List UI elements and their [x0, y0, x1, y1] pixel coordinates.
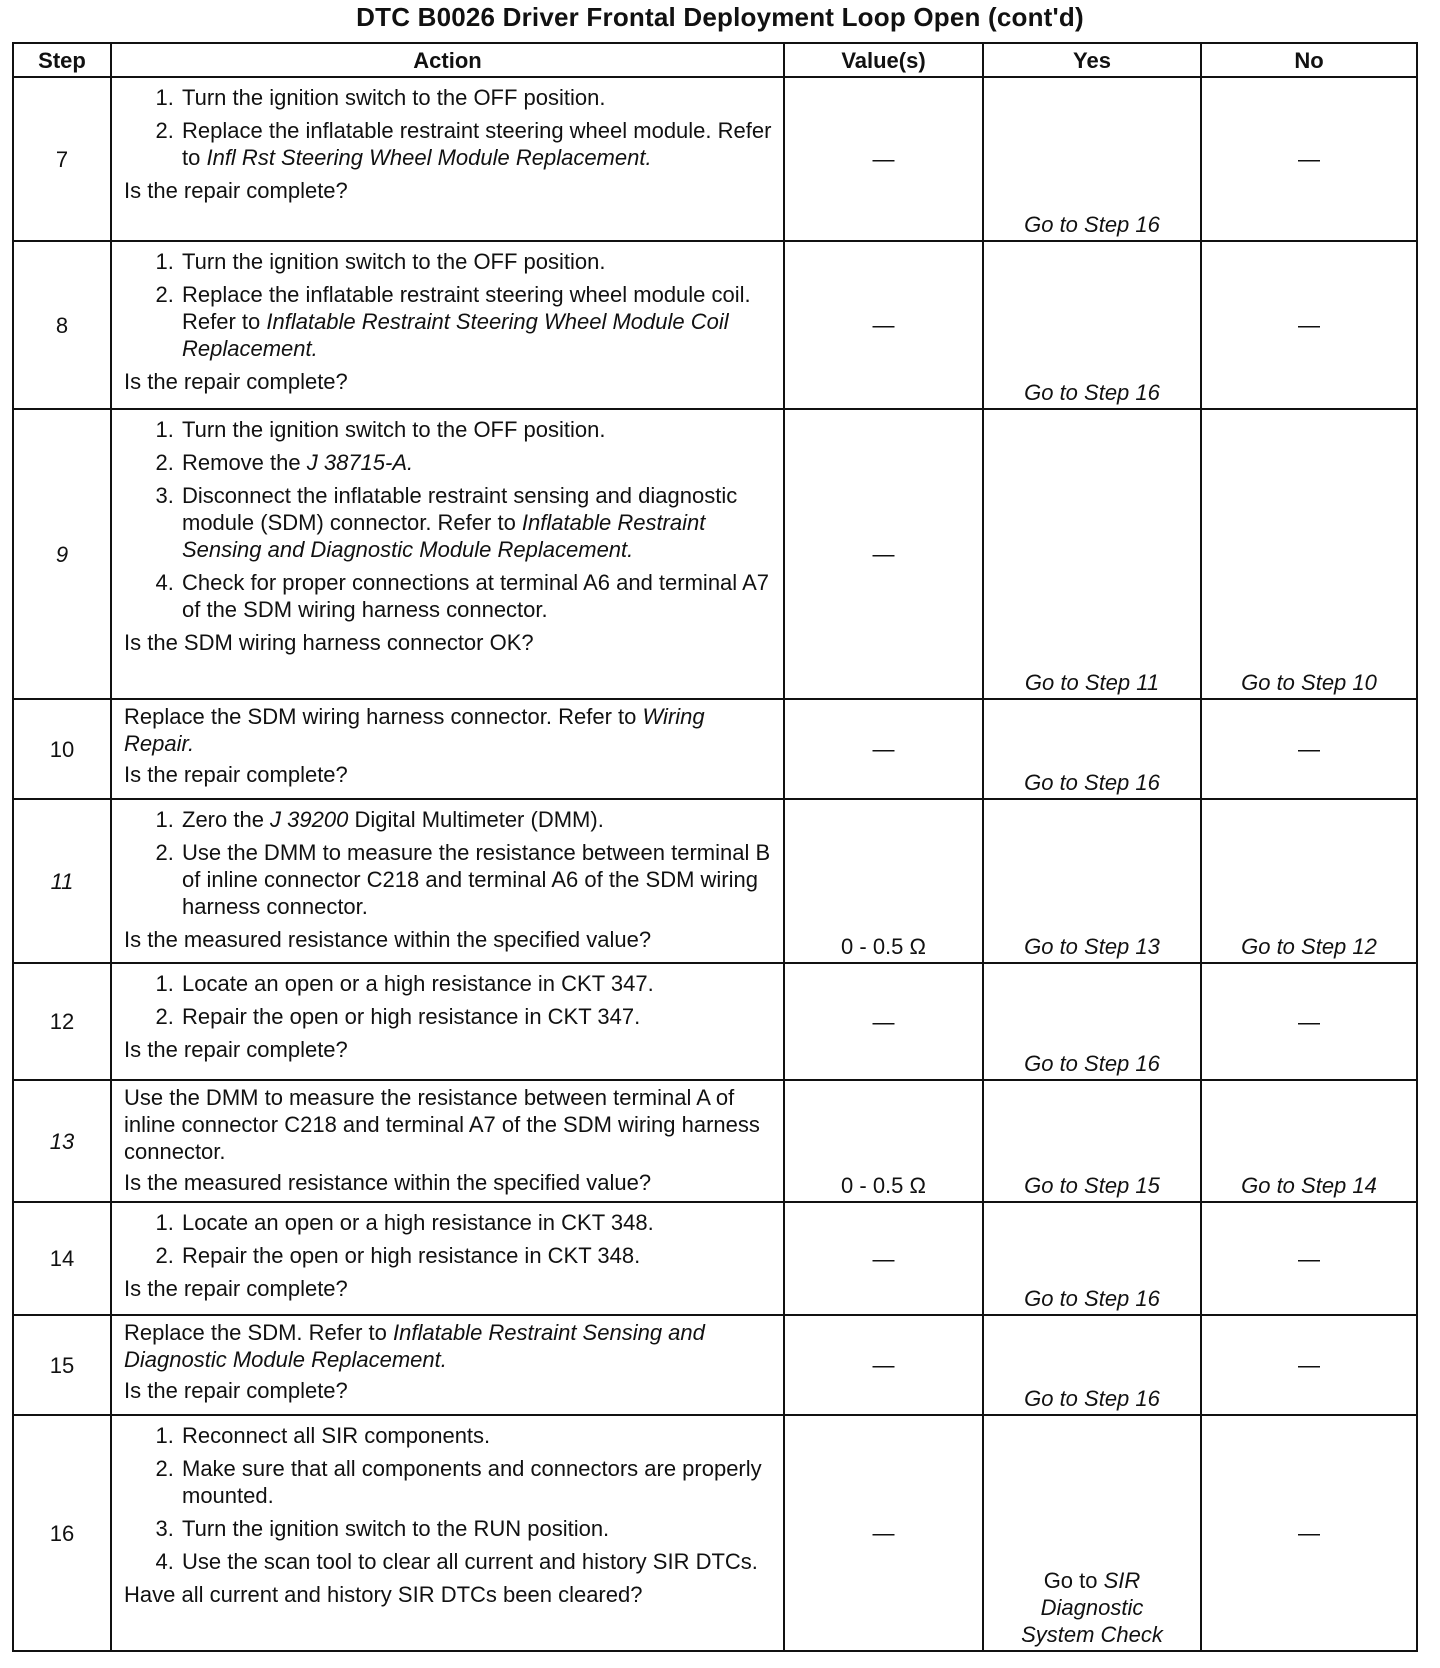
action-paragraph: Replace the SDM wiring harness connector. Refer to Wiring Repair. [124, 704, 705, 756]
no-cell: — [1201, 1202, 1417, 1315]
question-text: Is the measured resistance within the specified value? [124, 927, 652, 952]
list-item: 1. Turn the ignition switch to the OFF position. [180, 84, 773, 111]
table-row [13, 1202, 1417, 1315]
no-cell: — [1201, 77, 1417, 241]
list-item: 1. Turn the ignition switch to the OFF position. [180, 416, 773, 443]
list-item: 4. Use the scan tool to clear all current and history SIR DTCs. [180, 1548, 773, 1575]
yes-cell: Go to Step 11 [983, 409, 1201, 699]
list-item: 1. Turn the ignition switch to the OFF position. [180, 248, 773, 275]
question-text: Is the repair complete? [124, 178, 348, 203]
step-number: 11 [13, 799, 111, 963]
yes-cell: Go to Step 16 [983, 963, 1201, 1080]
reference-link: Wiring Repair. [124, 704, 705, 756]
header-action: Action [111, 43, 784, 77]
page-title: DTC B0026 Driver Frontal Deployment Loop Open (cont'd) [356, 2, 1084, 32]
step-number: 15 [13, 1315, 111, 1415]
header-values: Value(s) [784, 43, 983, 77]
question-text: Is the repair complete? [124, 1276, 348, 1301]
reference-link: Infl Rst Steering Wheel Module Replacement. [206, 145, 652, 170]
value-cell: — [784, 1415, 983, 1651]
table-row [13, 963, 1417, 1080]
table-row [13, 1315, 1417, 1415]
yes-cell: Go to Step 16 [983, 241, 1201, 409]
step-number: 10 [13, 699, 111, 799]
yes-cell: Go to Step 16 [983, 77, 1201, 241]
no-cell: Go to Step 14 [1201, 1080, 1417, 1202]
list-item: 1. Locate an open or a high resistance in CKT 347. [180, 970, 773, 997]
header-no: No [1201, 43, 1417, 77]
value-cell: — [784, 699, 983, 799]
yes-cell: Go to Step 13 [983, 799, 1201, 963]
action-cell [111, 1315, 784, 1415]
table-row [13, 1415, 1417, 1651]
yes-reference: Go to SIR Diagnostic System Check [1021, 1568, 1163, 1647]
table-row [13, 409, 1417, 699]
question-text: Is the SDM wiring harness connector OK? [124, 630, 534, 655]
header-yes: Yes [983, 43, 1201, 77]
no-cell: Go to Step 10 [1201, 409, 1417, 699]
action-cell [111, 1080, 784, 1202]
list-item: 2. Replace the inflatable restraint steering wheel module. Refer to Infl Rst Steering Wheel Module Replacement. [180, 117, 773, 171]
value-cell: — [784, 409, 983, 699]
action-cell [111, 241, 784, 409]
action-list [124, 416, 773, 623]
action-cell [111, 1415, 784, 1651]
list-item: 1. Zero the J 39200 Digital Multimeter (DMM). [180, 806, 773, 833]
question-text: Is the repair complete? [124, 369, 348, 394]
step-number: 12 [13, 963, 111, 1080]
question-text: Is the measured resistance within the specified value? [124, 1170, 652, 1195]
list-item: 2. Replace the inflatable restraint steering wheel module coil. Refer to Inflatable Restraint Steering Wheel Module Coil Replacement. [180, 281, 773, 362]
table-row [13, 799, 1417, 963]
action-cell [111, 77, 784, 241]
step-number: 14 [13, 1202, 111, 1315]
list-item: 3. Disconnect the inflatable restraint sensing and diagnostic module (SDM) connector. Refer to Inflatable Restraint Sensing and Diagnostic Module Replacement. [180, 482, 773, 563]
yes-cell [983, 1415, 1201, 1651]
action-list [124, 84, 773, 171]
step-number: 8 [13, 241, 111, 409]
action-list [124, 1422, 773, 1575]
action-paragraph: Use the DMM to measure the resistance between terminal A of inline connector C218 and terminal A7 of the SDM wiring harness connector. [124, 1085, 760, 1164]
no-cell: — [1201, 1415, 1417, 1651]
value-cell: 0 - 0.5 Ω [784, 799, 983, 963]
header-step: Step [13, 43, 111, 77]
list-item: 1. Locate an open or a high resistance in CKT 348. [180, 1209, 773, 1236]
value-cell: 0 - 0.5 Ω [784, 1080, 983, 1202]
table-row [13, 699, 1417, 799]
action-list [124, 1209, 773, 1269]
table-row [13, 241, 1417, 409]
table-header-row [13, 43, 1417, 77]
value-cell: — [784, 1315, 983, 1415]
reference-link: Inflatable Restraint Sensing and Diagnostic Module Replacement. [124, 1320, 705, 1372]
value-cell: — [784, 77, 983, 241]
reference-link: J 39200 [270, 807, 349, 832]
action-list [124, 970, 773, 1030]
table-row [13, 77, 1417, 241]
table-row [13, 1080, 1417, 1202]
question-text: Have all current and history SIR DTCs been cleared? [124, 1582, 643, 1607]
reference-link: Inflatable Restraint Sensing and Diagnostic Module Replacement. [182, 510, 706, 562]
no-cell: — [1201, 963, 1417, 1080]
step-number: 16 [13, 1415, 111, 1651]
no-cell: — [1201, 699, 1417, 799]
action-list [124, 248, 773, 362]
step-number: 7 [13, 77, 111, 241]
question-text: Is the repair complete? [124, 762, 348, 787]
list-item: 4. Check for proper connections at terminal A6 and terminal A7 of the SDM wiring harness connector. [180, 569, 773, 623]
action-list [124, 806, 773, 920]
value-cell: — [784, 241, 983, 409]
list-item: 2. Remove the J 38715-A. [180, 449, 773, 476]
action-cell [111, 963, 784, 1080]
value-cell: — [784, 963, 983, 1080]
question-text: Is the repair complete? [124, 1037, 348, 1062]
yes-cell: Go to Step 16 [983, 699, 1201, 799]
diagnostic-table [12, 42, 1418, 1652]
action-paragraph: Replace the SDM. Refer to Inflatable Restraint Sensing and Diagnostic Module Replacement. [124, 1320, 705, 1372]
list-item: 1. Reconnect all SIR components. [180, 1422, 773, 1449]
list-item: 2. Repair the open or high resistance in CKT 348. [180, 1242, 773, 1269]
reference-link: Inflatable Restraint Steering Wheel Module Coil Replacement. [182, 309, 729, 361]
action-cell [111, 1202, 784, 1315]
action-cell [111, 799, 784, 963]
no-cell: — [1201, 241, 1417, 409]
yes-cell: Go to Step 16 [983, 1202, 1201, 1315]
action-cell [111, 409, 784, 699]
list-item: 2. Repair the open or high resistance in CKT 347. [180, 1003, 773, 1030]
no-cell: Go to Step 12 [1201, 799, 1417, 963]
yes-cell: Go to Step 15 [983, 1080, 1201, 1202]
list-item: 2. Make sure that all components and connectors are properly mounted. [180, 1455, 773, 1509]
list-item: 2. Use the DMM to measure the resistance between terminal B of inline connector C218 and terminal A6 of the SDM wiring harness connector. [180, 839, 773, 920]
no-cell: — [1201, 1315, 1417, 1415]
yes-cell: Go to Step 16 [983, 1315, 1201, 1415]
reference-link: J 38715-A. [306, 450, 414, 475]
step-number: 13 [13, 1080, 111, 1202]
question-text: Is the repair complete? [124, 1378, 348, 1403]
list-item: 3. Turn the ignition switch to the RUN position. [180, 1515, 773, 1542]
step-number: 9 [13, 409, 111, 699]
value-cell: — [784, 1202, 983, 1315]
action-cell [111, 699, 784, 799]
